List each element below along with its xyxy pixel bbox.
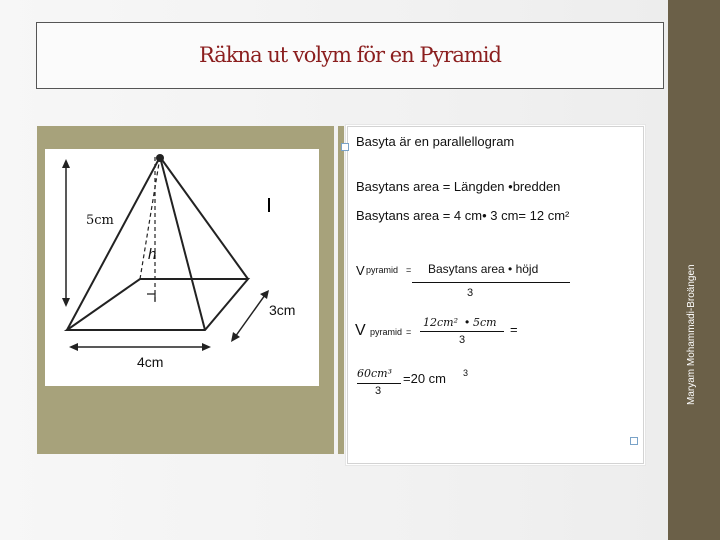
- text-cursor: [268, 198, 270, 212]
- height-arrow-head-top: [62, 159, 70, 168]
- edge-back-right: [160, 157, 248, 279]
- label-5cm: 5cm: [86, 213, 114, 228]
- width-arrow-head-left: [69, 343, 78, 351]
- resize-handle-bottom-right[interactable]: [630, 437, 638, 445]
- volume-equals-1: =: [406, 265, 412, 275]
- base-area-definition: Basytans area = Längden •bredden: [356, 179, 561, 194]
- volume-numerator-dot: •: [465, 315, 470, 329]
- width-arrow-head-right: [202, 343, 211, 351]
- pyramid-diagram: [45, 149, 319, 386]
- volume-equals-2: =: [406, 327, 412, 337]
- pyramid-base: [67, 279, 248, 330]
- formula-box-border: [347, 126, 644, 464]
- volume-equals-3: =: [510, 322, 518, 337]
- edge-front-right: [160, 157, 205, 330]
- author-credit: Maryam Mohammadi-Broängen: [686, 264, 697, 405]
- formula-box[interactable]: [345, 124, 646, 466]
- label-h: h: [148, 246, 157, 263]
- result-denominator: 3: [375, 385, 382, 397]
- depth-arrow-head-bottom: [231, 332, 240, 342]
- label-3cm: 3cm: [269, 302, 296, 318]
- slide-title: Räkna ut volym för en Pyramid: [199, 43, 501, 67]
- apex-point: [156, 154, 164, 162]
- formula-heading: Basyta är en parallellogram: [356, 134, 515, 149]
- depth-arrow-head-top: [260, 290, 269, 299]
- fraction-bar-1: [412, 282, 570, 283]
- resize-handle-top-left[interactable]: [341, 143, 349, 151]
- base-area-calculation: Basytans area = 4 cm• 3 cm= 12 cm²: [356, 208, 570, 223]
- volume-symbol-2: V: [355, 322, 366, 339]
- height-arrow-head-bottom: [62, 298, 70, 307]
- result-value: =20 cm: [403, 371, 446, 386]
- fraction-bar-3: [357, 383, 401, 384]
- volume-numerator-1: Basytans area • höjd: [428, 262, 539, 276]
- depth-arrow: [235, 295, 265, 337]
- volume-subscript-2: pyramid: [370, 327, 403, 337]
- volume-denominator-1: 3: [467, 287, 474, 299]
- pyramid-drawing: [45, 149, 319, 386]
- label-4cm: 4cm: [137, 354, 164, 370]
- fraction-bar-2: [420, 331, 504, 332]
- volume-subscript-1: pyramid: [366, 265, 399, 275]
- result-numerator: 60cm³: [357, 367, 392, 380]
- volume-denominator-2: 3: [459, 334, 466, 346]
- volume-symbol-1: V: [356, 263, 365, 278]
- volume-numerator-b: 5cm: [473, 316, 497, 329]
- title-box: [36, 22, 664, 89]
- volume-numerator-a: 12cm²: [423, 316, 458, 329]
- image-frame-strip: [338, 126, 344, 454]
- right-angle-mark: [147, 294, 155, 302]
- result-exponent: 3: [463, 368, 469, 378]
